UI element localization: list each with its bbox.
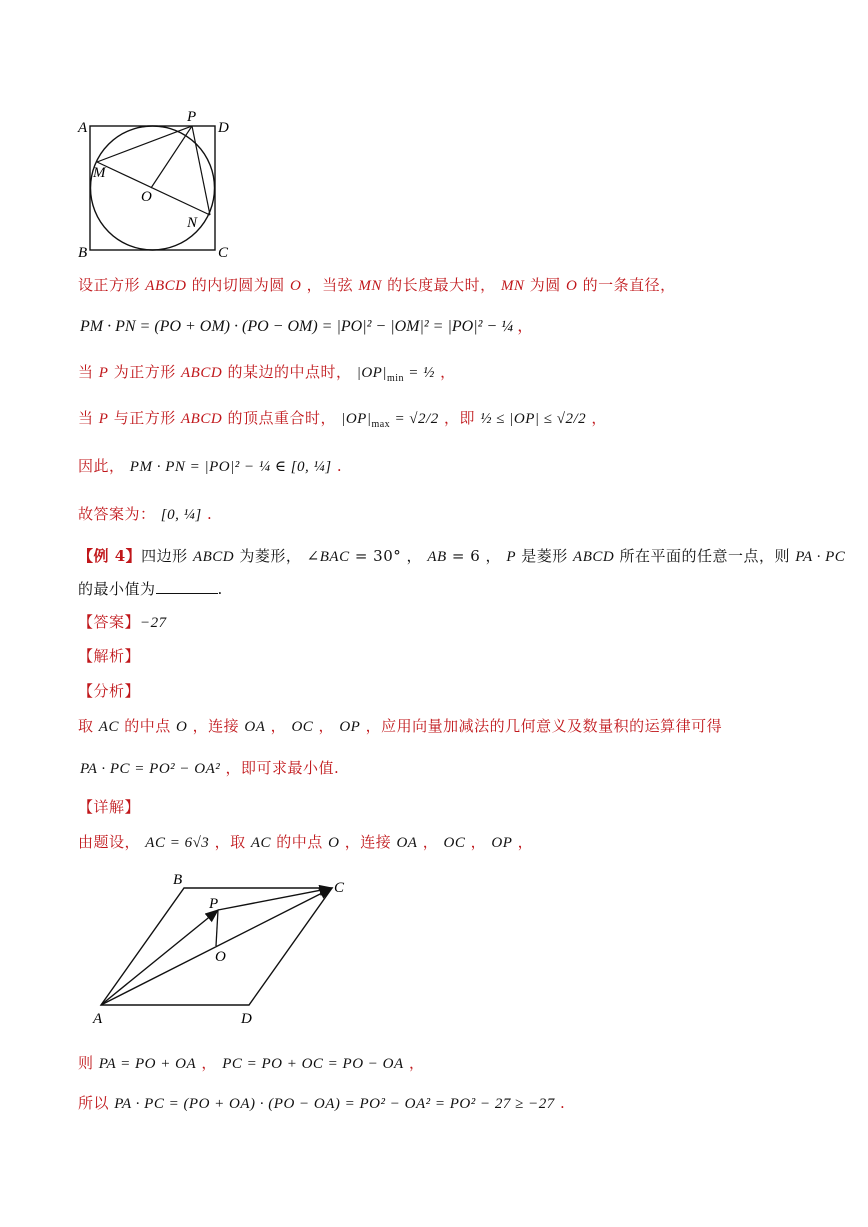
detail-line1: 由题设， AC = 6√3 ，取 AC 的中点 O ，连接 OA ， OC ， OP ， (78, 833, 534, 851)
example4-tag: 【例 4】 (78, 547, 142, 565)
sol1-line5: 因此， PM · PN = |PO|² − ¼ ∈ [0, ¼] . (78, 457, 343, 475)
label-C2: C (334, 880, 345, 896)
label-P2: P (209, 896, 219, 912)
label-C: C (218, 245, 229, 261)
label-B2: B (173, 872, 183, 888)
figure-square-incircle (75, 105, 245, 265)
label-D: D (218, 120, 229, 136)
fenxi-label: 【分析】 (78, 682, 141, 700)
answer-value: −27 (140, 615, 167, 631)
label-A: A (78, 120, 88, 136)
label-A2: A (93, 1011, 103, 1027)
analysis-label: 【解析】 (78, 647, 141, 665)
detail-label: 【详解】 (78, 798, 141, 816)
label-D2: D (241, 1011, 252, 1027)
label-M: M (93, 165, 106, 181)
sol1-line2: PM · PN = (PO + OM) · (PO − OM) = |PO|² − |OM|² = |PO|² − ¼ ， (80, 318, 534, 335)
sol1-line6: 故答案为： [0, ¼] . (78, 505, 213, 523)
label-O: O (141, 189, 152, 205)
example4-question: 【例 4】四边形 ABCD 为菱形， ∠BAC = 30° ， AB = 6 ， P 是菱形 ABCD 所在平面的任意一点，则 PA · PC (78, 547, 846, 565)
figure-rhombus (85, 868, 355, 1028)
label-O2: O (215, 949, 226, 965)
example4-question2: 的最小值为 . (78, 580, 223, 598)
label-P: P (187, 109, 197, 125)
fenxi-line1: 取 AC 的中点 O ，连接 OA ， OC ， OP ，应用向量加减法的几何意义及数量积的运算律可得 (78, 717, 723, 735)
answer-label: 【答案】 (78, 613, 141, 631)
label-B: B (78, 245, 88, 261)
fenxi-line2: PA · PC = PO² − OA² ，即可求最小值. (80, 759, 340, 777)
label-N: N (187, 215, 198, 231)
detail-line3: 所以 PA · PC = (PO + OA) · (PO − OA) = PO² − OA² = PO² − 27 ≥ −27 . (78, 1094, 566, 1112)
answer-row (78, 611, 167, 632)
sol1-line4: 当 P 与正方形 ABCD 的顶点重合时， $|OP|_{max} = √2/2$ ，即 ½ ≤ |OP| ≤ √2/2 ， (78, 409, 607, 430)
detail-line2: 则 PA = PO + OA ， PC = PO + OC = PO − OA ， (78, 1054, 425, 1072)
sol1-line3: 当 P 为正方形 ABCD 的某边的中点时， $|OP|_{min}$ = ½ ， (78, 363, 456, 384)
sol1-line1: 设正方形 ABCD 的内切圆为圆 O ，当弦 MN 的长度最大时， MN 为圆 O 的一条直径， (78, 276, 676, 294)
